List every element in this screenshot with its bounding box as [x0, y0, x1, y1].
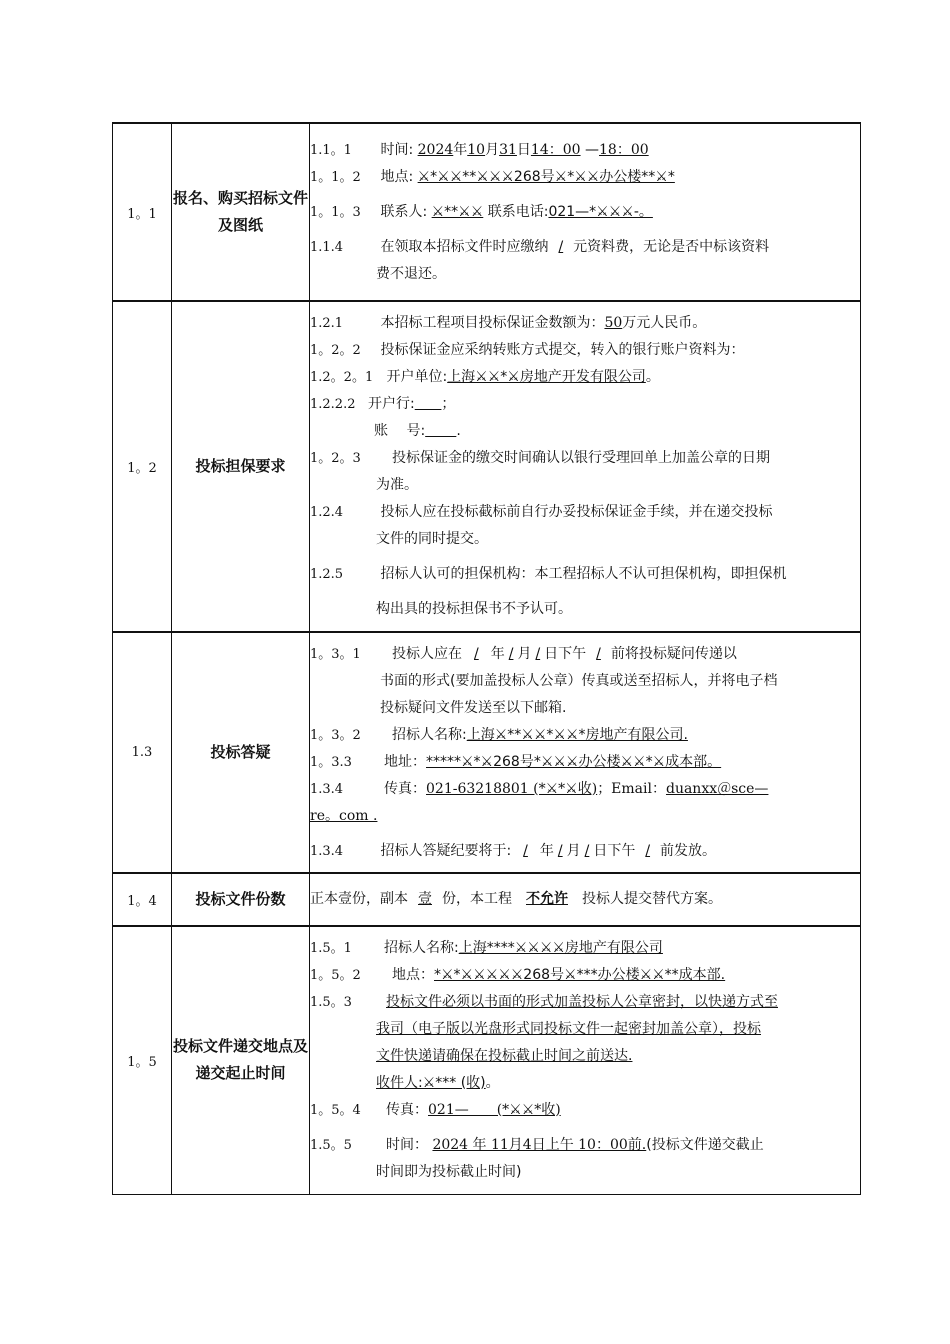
clause-end: ； [441, 396, 456, 412]
clause-1-1-4 [310, 234, 860, 261]
clause-text: 文件快递请确保在投标截止时间之前送达. [376, 1047, 633, 1064]
clause-1-1-3 [310, 199, 860, 226]
row-title: 报名、购买招标文件及图纸 [172, 123, 310, 301]
phone-value: 021—*⚔⚔⚔-。 [548, 203, 653, 220]
clause-text: 投标文件必须以书面的形式加盖投标人公章密封，以快递方式至 [386, 993, 778, 1010]
table-row [113, 123, 861, 301]
clause-code: 1.3.4 [310, 843, 344, 859]
clause-code: 1。3。2 [310, 727, 361, 743]
clause-code: 1。3.3 [310, 754, 352, 770]
clause-label: 联系人: [380, 203, 428, 220]
email-value-cont: re。com . [310, 807, 378, 824]
table-row [113, 873, 861, 926]
clause-text: 月 [566, 842, 581, 859]
clause-continuation: 投标疑问文件发送至以下邮箱. [380, 699, 567, 716]
clause-text: 前将投标疑问传递以 [610, 645, 737, 662]
fee-blank: / [558, 238, 564, 255]
clause-label: 时间： [386, 1136, 428, 1153]
day-value: 31 [499, 141, 517, 158]
clause-label: 传真： [384, 780, 426, 797]
contact-value: ⚔**⚔⚔ [431, 203, 484, 220]
clause-1-3-4-reply [310, 838, 860, 865]
clause-text: 投标保证金的缴交时间确认以银行受理回单上加盖公章的日期 [392, 450, 770, 466]
row-number: 1.3 [113, 632, 172, 873]
clause-1-2-3 [310, 445, 860, 472]
clause-label: 开户单位: [386, 369, 448, 385]
clause-label: 地点： [392, 966, 434, 983]
table-row [113, 301, 861, 632]
clause-code: 1.2.5 [310, 567, 344, 582]
day-blank: / [535, 645, 541, 662]
clause-text: 本招标工程项目投标保证金数额为： [380, 315, 605, 331]
clause-continuation: 构出具的投标担保书不予认可。 [376, 601, 572, 617]
row-content [310, 926, 861, 1194]
recipient-value: 收件人:⚔*** (收) [376, 1074, 486, 1091]
clause-label: 传真： [386, 1101, 428, 1118]
clause-end: 。 [485, 1074, 500, 1091]
start-time: 14：00 [530, 141, 581, 158]
clause-continuation: 时间即为投标截止时间) [376, 1163, 522, 1180]
time-blank: / [645, 842, 651, 859]
day-text: 日 [516, 141, 531, 158]
year-blank: / [474, 645, 479, 662]
clause-text: 在领取本招标文件时应缴纳 [380, 238, 549, 255]
clause-label: 地址： [384, 753, 426, 770]
dash-text: — [585, 141, 600, 158]
clause-continuation: 费不退还。 [376, 265, 446, 282]
clause-text: 元资料费，无论是否中标该资料 [573, 238, 770, 255]
row-title: 投标担保要求 [172, 301, 310, 632]
clause-1-2-2-1 [310, 364, 860, 391]
clause-1-1-1 [310, 137, 860, 164]
clause-label: 开户行: [368, 396, 415, 412]
clause-1-5-4 [310, 1097, 860, 1124]
clause-code: 1.3.4 [310, 781, 344, 797]
clause-label: 账 号: [374, 423, 426, 439]
bank-blank [415, 396, 442, 412]
month-blank: / [508, 645, 514, 662]
email-value: duanxx＠sce— [665, 780, 769, 797]
month-value: 10 [467, 141, 486, 158]
clause-1-4 [310, 886, 860, 913]
clause-1-2-2 [310, 337, 860, 364]
clause-text: 日下午 [544, 645, 587, 662]
clause-text: 年 [539, 842, 554, 859]
deadline-value: 2024 年 11月4日上午 10：00前. [432, 1136, 647, 1153]
month-text: 月 [485, 141, 500, 158]
clause-1-3-2 [310, 722, 860, 749]
table-row [113, 926, 861, 1194]
clause-text: 招标人答疑纪要将于: [380, 842, 512, 859]
clause-text: 月 [517, 645, 532, 662]
bid-info-table [112, 122, 861, 1195]
clause-code: 1.5。1 [310, 940, 352, 956]
clause-continuation [310, 1070, 860, 1097]
deposit-amount: 50 [604, 315, 623, 331]
clause-end: 。 [645, 369, 660, 385]
address-value: *****⚔*⚔268号*⚔⚔⚔办公楼⚔⚔*⚔成本部。 [426, 753, 722, 770]
clause-text: 投标人应在投标截标前自行办妥投标保证金手续，并在递交投标 [380, 504, 773, 520]
phone-label: 联系电话: [487, 203, 549, 220]
clause-1-2-2-2 [310, 391, 860, 418]
clause-code: 1。2。2 [310, 343, 361, 358]
tenderer-name-value: 上海****⚔⚔⚔⚔房地产有限公司 [458, 939, 663, 956]
clause-1-2-4 [310, 499, 860, 526]
clause-code: 1.5。5 [310, 1137, 352, 1153]
clause-text: 前发放。 [660, 842, 717, 859]
clause-text: 投标保证金应采纳转账方式提交，转入的银行账户资料为： [380, 342, 745, 358]
clause-1-3-4-fax [310, 776, 860, 803]
clause-text: 我司（电子版以光盘形式同投标文件一起密封加盖公章），投标 [376, 1020, 761, 1037]
address-value: *⚔*⚔⚔⚔⚔⚔268号⚔***办公楼⚔⚔**成本部. [434, 966, 726, 983]
row-title: 投标文件递交地点及递交起止时间 [172, 926, 310, 1194]
clause-continuation [310, 1016, 860, 1043]
row-title: 投标文件份数 [172, 873, 310, 926]
clause-code: 1。2。3 [310, 451, 361, 466]
clause-text: 日下午 [593, 842, 636, 859]
email-label: ；Email： [597, 780, 666, 797]
clause-text: 投标人应在 [392, 645, 462, 662]
clause-code: 1.2.2.2 [310, 397, 356, 412]
row-number: 1。4 [113, 873, 172, 926]
clause-1-5-2 [310, 962, 860, 989]
row-content [310, 632, 861, 873]
clause-label: 招标人名称: [392, 726, 467, 743]
clause-text: 投标人提交替代方案。 [582, 891, 722, 907]
clause-code: 1。5。2 [310, 967, 361, 983]
row-content [310, 123, 861, 301]
fax-value: 021-63218801 (*⚔*⚔收) [426, 780, 598, 797]
clause-code: 1.5。3 [310, 994, 352, 1010]
account-unit-value: 上海⚔⚔*⚔房地产开发有限公司 [447, 369, 646, 385]
tenderer-name-value: 上海⚔**⚔⚔*⚔⚔*房地产有限公司. [466, 726, 688, 743]
table-row [113, 632, 861, 873]
clause-1-5-3 [310, 989, 860, 1016]
fax-value: 021— (*⚔⚔*收) [428, 1101, 561, 1118]
row-title: 投标答疑 [172, 632, 310, 873]
year-value: 2024 [417, 141, 454, 158]
clause-code: 1.2。2。1 [310, 370, 374, 385]
clause-1-2-1 [310, 310, 860, 337]
address-value: ⚔*⚔⚔**⚔⚔⚔268号⚔*⚔⚔办公楼**⚔* [417, 168, 675, 185]
copy-count: 壹 [418, 891, 432, 907]
clause-label: 招标人名称: [384, 939, 459, 956]
alternative-permission: 不允许 [526, 891, 568, 907]
clause-text: (投标文件递交截止 [646, 1136, 764, 1153]
row-number: 1。1 [113, 123, 172, 301]
time-blank: / [596, 645, 601, 662]
clause-1-5-5 [310, 1132, 860, 1159]
clause-code: 1。5。4 [310, 1102, 361, 1118]
clause-code: 1.2.1 [310, 316, 344, 331]
clause-code: 1.1。1 [310, 142, 352, 158]
clause-1-2-5 [310, 561, 860, 588]
clause-code: 1。3。1 [310, 646, 361, 662]
end-time: 18：00 [599, 141, 649, 158]
clause-continuation [310, 803, 860, 830]
clause-text: 正本壹份，副本 [310, 891, 408, 907]
account-blank [425, 423, 456, 439]
clause-1-3-3 [310, 749, 860, 776]
row-number: 1。2 [113, 301, 172, 632]
clause-continuation [310, 1043, 860, 1070]
clause-label: 时间: [380, 141, 414, 158]
clause-account [310, 418, 860, 445]
month-blank: / [557, 842, 563, 859]
row-content [310, 873, 861, 926]
year-blank: / [523, 842, 528, 859]
clause-1-3-1 [310, 641, 860, 668]
clause-code: 1。1。3 [310, 204, 361, 220]
clause-continuation: 为准。 [376, 477, 418, 493]
clause-continuation: 书面的形式(要加盖投标人公章）传真或送至招标人，并将电子档 [380, 672, 778, 689]
clause-code: 1.2.4 [310, 505, 344, 520]
clause-text: 万元人民币。 [622, 315, 707, 331]
clause-end: . [456, 423, 461, 439]
clause-text: 招标人认可的担保机构：本工程招标人不认可担保机构，即担保机 [380, 566, 787, 582]
row-content [310, 301, 861, 632]
clause-text: 年 [490, 645, 505, 662]
row-number: 1。5 [113, 926, 172, 1194]
clause-1-5-1 [310, 935, 860, 962]
clause-code: 1。1。2 [310, 169, 361, 185]
day-blank: / [584, 842, 590, 859]
clause-label: 地点: [380, 168, 414, 185]
clause-1-1-2 [310, 164, 860, 191]
year-text: 年 [453, 141, 468, 158]
clause-text: 份，本工程 [442, 891, 512, 907]
clause-continuation: 文件的同时提交。 [376, 531, 488, 547]
clause-code: 1.1.4 [310, 239, 344, 255]
